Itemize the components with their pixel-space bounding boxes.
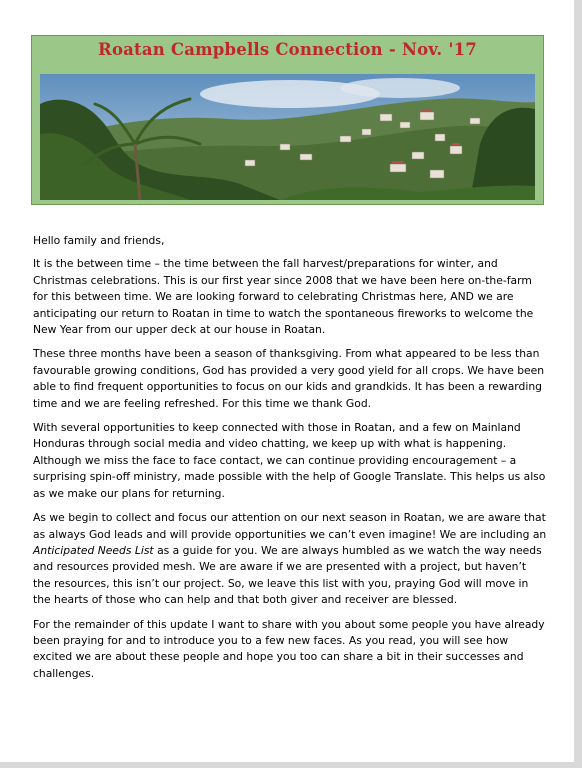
anticipated-needs-list-title: Anticipated Needs List — [33, 543, 154, 557]
paragraph-remainder: For the remainder of this update I want to share with you about some people you have already been praying for and to introduce you to a few new faces. As you read, you will see how excited we are about these people and hope you too can share a bit in their successes and challenges. — [33, 617, 545, 680]
paragraph-next-season-start: As we begin to collect and focus our attention on our next season in Roatan, we are aware that as always God leads and will provide opportunities we can’t even imagine! We are including an — [33, 511, 547, 541]
hillside-village-image — [40, 74, 535, 200]
newsletter-header — [31, 35, 544, 205]
newsletter-title: Roatan Campbells Connection - Nov. '17 — [98, 40, 477, 59]
paragraph-next-season — [33, 510, 547, 608]
paragraph-thanksgiving: These three months have been a season of thanksgiving. From what appeared to be less than favourable growing conditions, God has provided a very good yield for all crops. We have been able to find frequent opportunities to focus on our kids and grandkids. It has been a rewarding time and we are feeling refreshed. For this time we thank God. — [33, 347, 545, 410]
paragraph-next-season-end: as a guide for you. We are always humbled as we watch the way needs and resources provided mesh. We are aware if we are presented with a project, but haven’t the resources, this isn’t our project. So, we leave this list with you, praying God will move in the hearts of those who can help and that both giver and receiver are blessed. — [33, 543, 542, 607]
paragraph-between-time: It is the between time – the time between the fall harvest/preparations for winter, and Christmas celebrations. This is our first year since 2008 that we have been here on-the-farm for this between time. We are looking forward to celebrating Christmas here, AND we are anticipating our return to Roatan in time to watch the spontaneous fireworks to welcome the New Year from our upper deck at our house in Roatan. — [33, 257, 534, 337]
letter-body — [33, 233, 547, 690]
page-edge-bottom — [0, 762, 582, 768]
page-edge-right — [574, 0, 582, 768]
paragraph-staying-connected: With several opportunities to keep connected with those in Roatan, and a few on Mainland Honduras through social media and video chatting, we keep up with what is happening. Although we miss the face to face contact, we can continue providing encouragement – a surprising spin-off ministry, made possible with the help of Google Translate. This helps us also as we make our plans for returning. — [33, 421, 546, 500]
greeting: Hello family and friends, — [33, 234, 165, 247]
hillside-village-photo — [40, 74, 535, 200]
